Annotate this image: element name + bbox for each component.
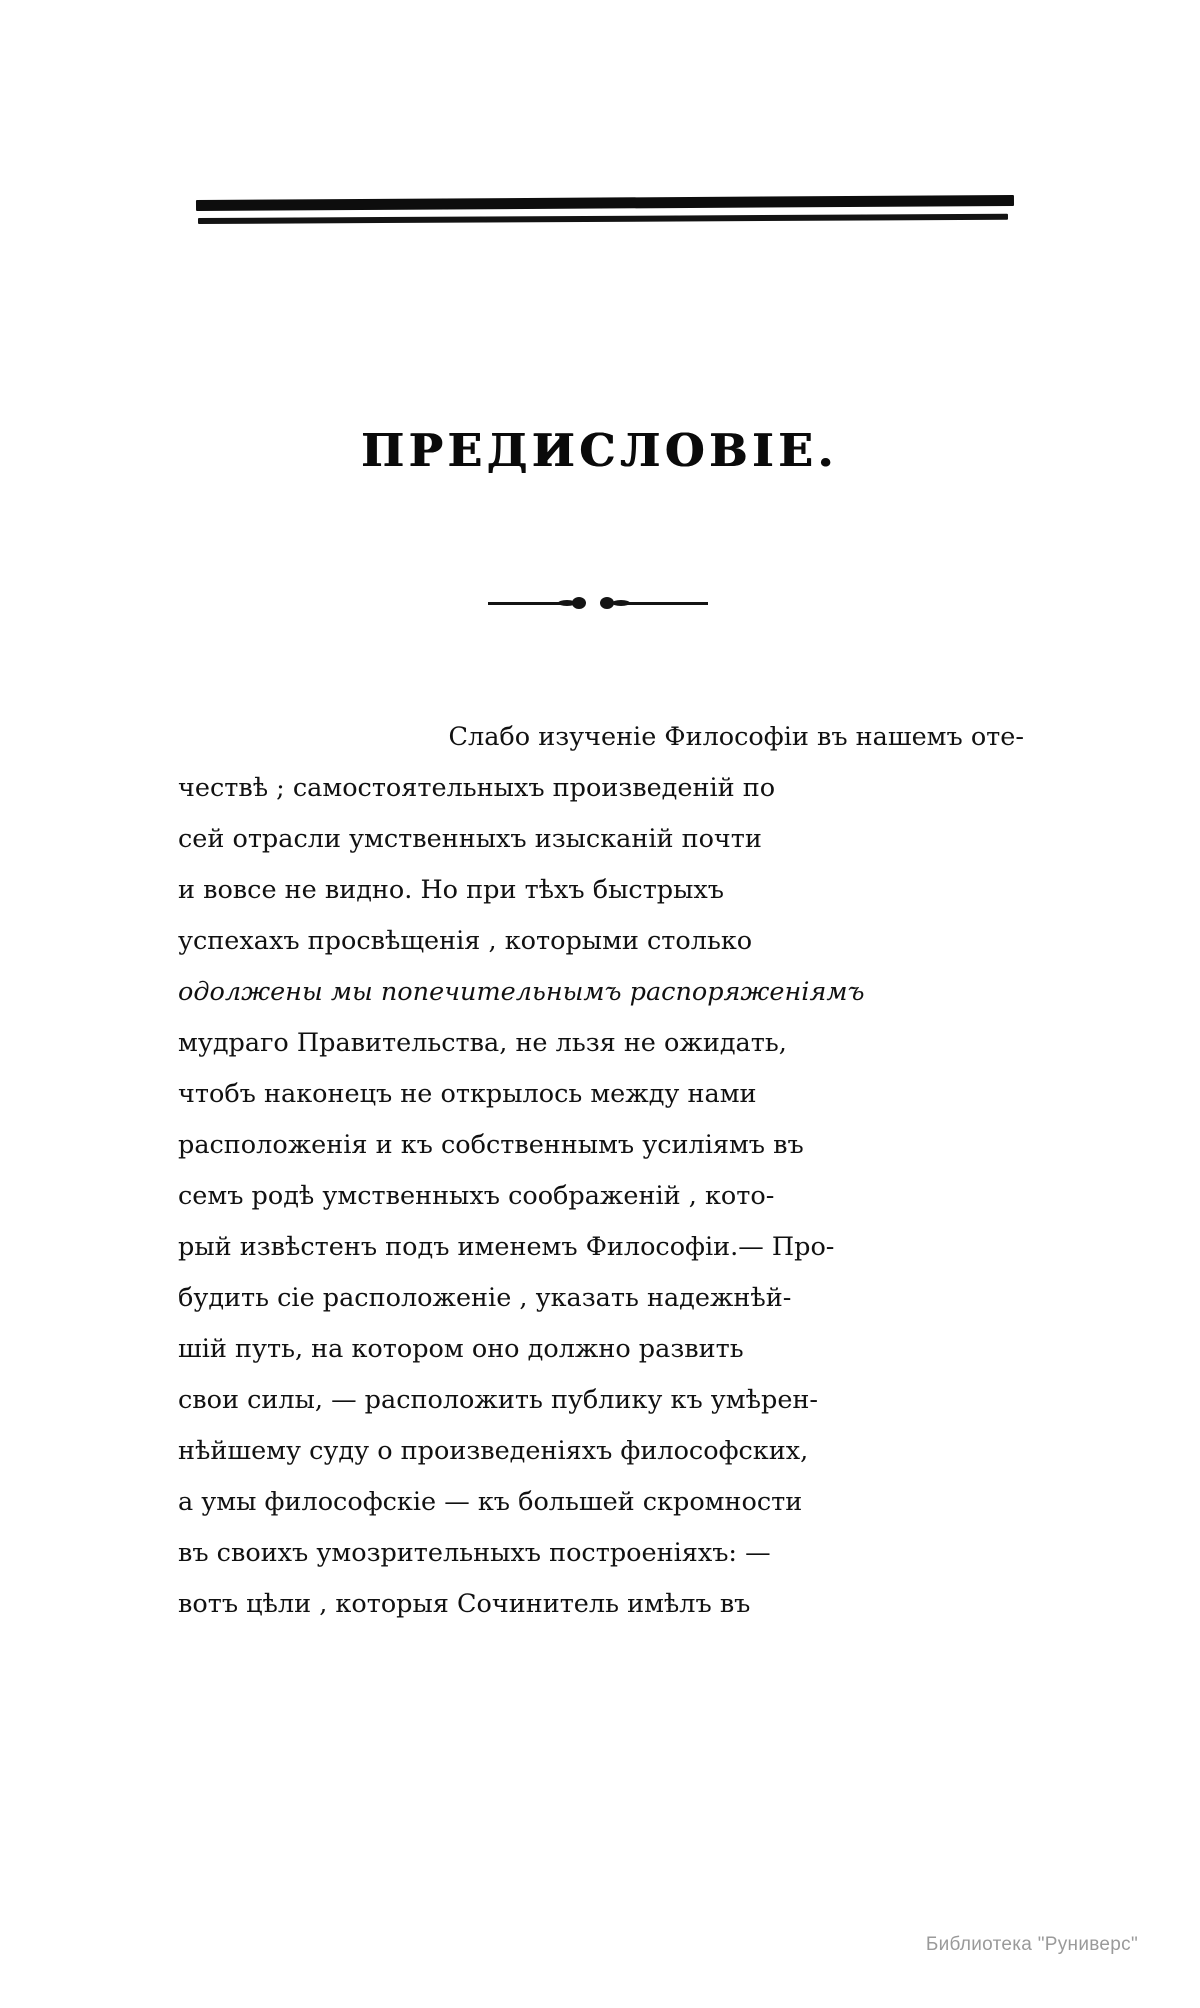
page-title: ПРЕДИСЛОВІЕ.: [361, 424, 839, 477]
text-line: [178, 712, 1024, 763]
text-line: свои силы, — расположить публику къ умѣрен-: [178, 1385, 819, 1415]
text-line: мудраго Правительства, не льзя не ожидать,: [178, 1028, 787, 1058]
text-line: чтобъ наконецъ не открылось между нами: [178, 1079, 757, 1109]
rule-bar-lower: [198, 214, 1008, 224]
rule-bar-upper: [196, 195, 1014, 211]
ornament-line-left: [488, 602, 568, 605]
text-line: а умы философскіе — къ большей скромности: [178, 1487, 803, 1517]
paragraph-indent: [178, 712, 236, 763]
ornament-line-right: [628, 602, 708, 605]
text-line: семъ родѣ умственныхъ соображеній , кото-: [178, 1181, 775, 1211]
ornament-dot-left: [572, 597, 586, 609]
text-line: шій путь, на котором оно должно развить: [178, 1334, 744, 1364]
text-line: нѣйшему суду о произведеніяхъ философских,: [178, 1436, 809, 1466]
section-divider-ornament: [0, 590, 1200, 616]
text-line: рый извѣстенъ подъ именемъ Философіи.— Про-: [178, 1232, 835, 1262]
preface-body-text: [178, 712, 1024, 1630]
text-line: чествѣ ; самостоятельныхъ произведеній по: [178, 773, 776, 803]
top-double-rule: [196, 200, 1014, 230]
text-line: и вовсе не видно. Но при тѣхъ быстрыхъ: [178, 875, 725, 905]
text-line: сей отрасли умственныхъ изысканій почти: [178, 824, 762, 854]
text-line: успехахъ просвѣщенія , которыми столько: [178, 926, 753, 956]
text-line-content: Слабо изученіе Философіи въ нашемъ оте-: [448, 722, 1024, 752]
library-watermark: Библиотека "Руниверс": [925, 1934, 1138, 1955]
text-line: одолжены мы попечительнымъ распоряженіямъ: [178, 977, 865, 1007]
text-line: расположенія и къ собственнымъ усиліямъ въ: [178, 1130, 804, 1160]
text-line: вотъ цѣли , которыя Сочинитель имѣлъ въ: [178, 1589, 751, 1619]
text-line: въ своихъ умозрительныхъ построеніяхъ: —: [178, 1538, 771, 1568]
text-line: будить сіе расположеніе , указать надежнѣй-: [178, 1283, 792, 1313]
paragraph-preface: [178, 712, 1024, 1630]
